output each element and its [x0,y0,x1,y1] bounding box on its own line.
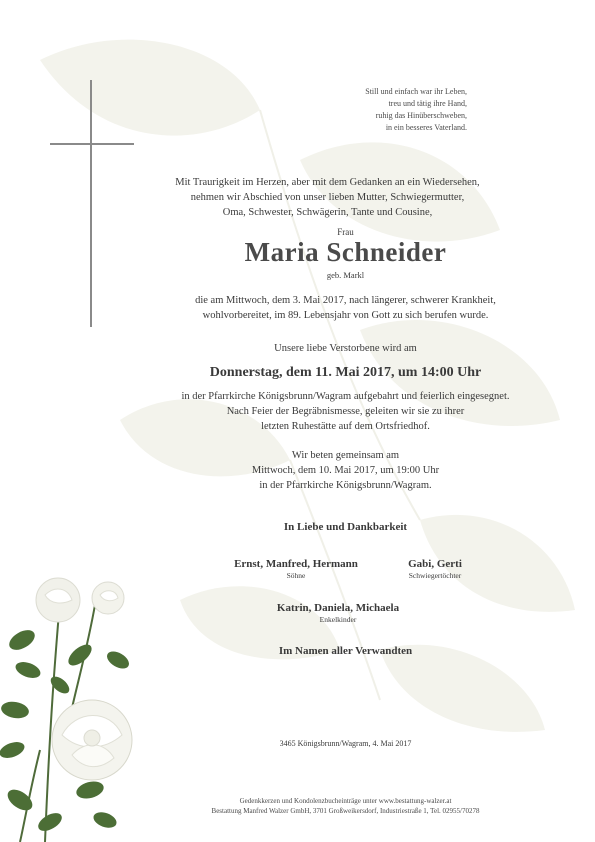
motto-poem [267,86,467,134]
death-line: die am Mittwoch, dem 3. Mai 2017, nach längerer, schwerer Krankheit, [195,295,496,306]
footer-line: Bestattung Manfred Walzer GmbH, 3701 Großweikersdorf, Industriestraße 1, Tel. 02955/70278 [211,807,480,815]
mourner-role: Enkelkinder [319,615,357,624]
maiden-name: geb. Markl [326,270,365,280]
funeral-detail-line: Nach Feier der Begräbnismesse, geleiten wir sie zu ihrer [226,406,465,417]
funeral-date: Donnerstag, dem 11. Mai 2017, um 14:00 Uhr [209,365,482,380]
funeral-detail-line: in der Pfarrkirche Königsbrunn/Wagram aufgebahrt und feierlich eingesegnet. [181,391,510,402]
funeral-detail-line: letzten Ruhestätte auf dem Ortsfriedhof. [261,421,430,432]
funeral-announce: Unsere liebe Verstorbene wird am [274,343,417,354]
love-line: In Liebe und Dankbarkeit [283,521,408,533]
prayer-line: in der Pfarrkirche Königsbrunn/Wagram. [259,480,432,491]
place-date: 3465 Königsbrunn/Wagram, 4. Mai 2017 [279,739,412,748]
motto-line: ruhig das Hinüberschweben, [375,111,467,120]
footer-line: Gedenkkerzen und Kondolenzbucheinträge unter www.bestattung-walzer.at [239,797,452,805]
death-text [48,293,595,323]
death-line: wohlvorbereitet, im 89. Lebensjahr von Gott zu sich berufen wurde. [202,310,489,321]
deceased-name: Maria Schneider [244,237,447,267]
prayer-info [48,448,595,493]
mourner-names: Katrin, Daniela, Michaela [276,602,400,614]
mourner-names: Ernst, Manfred, Hermann [234,558,358,570]
motto-line: Still und einfach war ihr Leben, [365,87,467,96]
mourner-role: Söhne [286,571,306,580]
funeral-details [48,389,595,434]
prayer-line: Mittwoch, dem 10. Mai 2017, um 19:00 Uhr [251,465,440,476]
deceased-prefix: Frau [337,227,354,237]
mourner-role: Schwiegertöchter [408,571,462,580]
mourner-daughters-in-law [393,558,477,580]
mourner-names: Gabi, Gerti [408,558,462,570]
mourner-sons [213,558,379,580]
intro-line: Mit Traurigkeit im Herzen, aber mit dem Gedanken an ein Wiedersehen, [175,177,480,188]
intro-line: Oma, Schwester, Schwägerin, Tante und Cousine, [222,207,433,218]
intro-line: nehmen wir Abschied von unser lieben Mutter, Schwiegermutter, [190,192,465,203]
prayer-line: Wir beten gemeinsam am [291,450,400,461]
motto-line: in ein besseres Vaterland. [385,123,467,132]
motto-line: treu und tätig ihre Hand, [388,99,467,108]
intro-text [30,175,595,220]
mourner-grandchildren [248,602,428,624]
white-roses-image [0,560,150,842]
relatives-line: Im Namen aller Verwandten [278,645,413,657]
